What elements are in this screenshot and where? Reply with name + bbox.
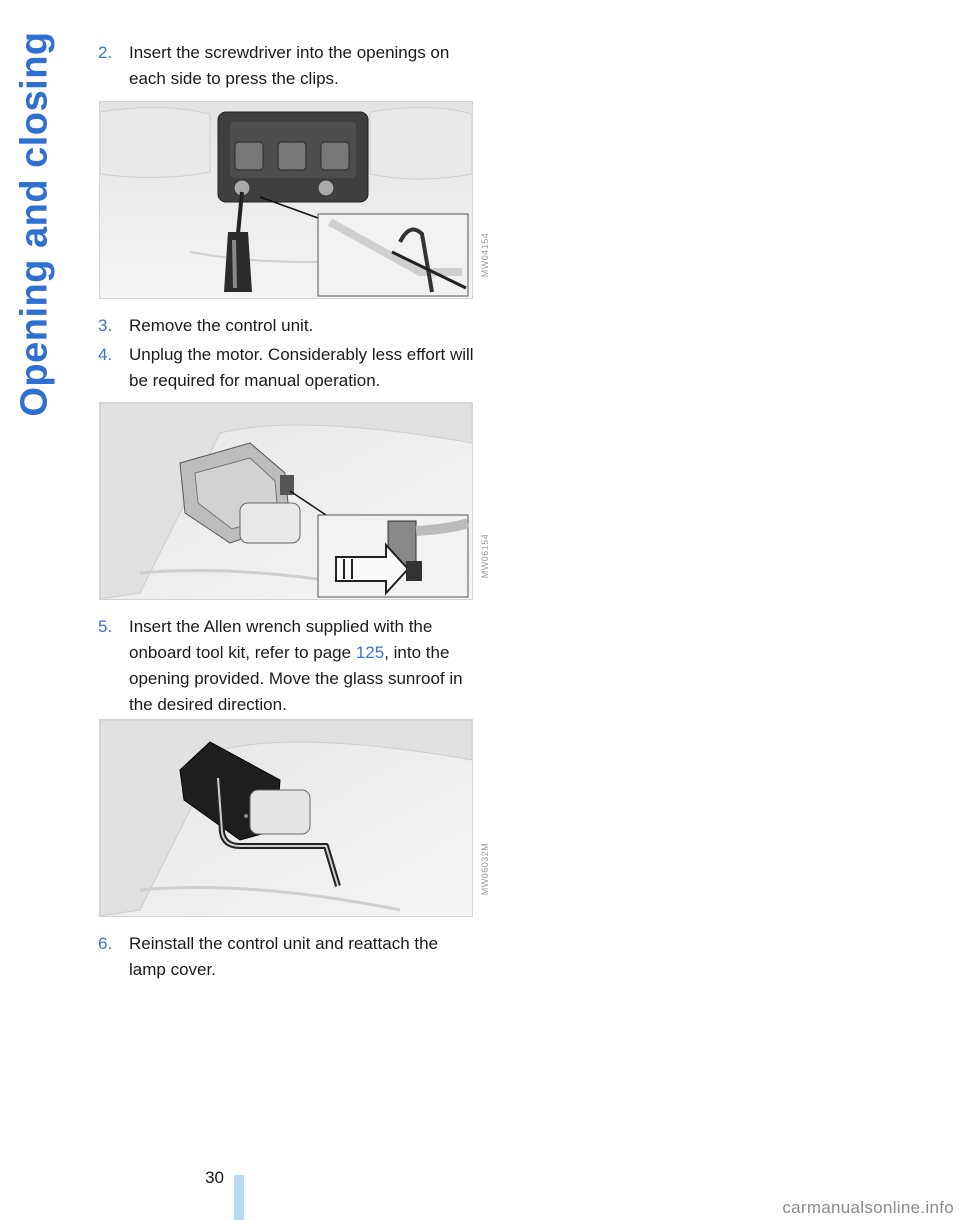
- section-title-text: Opening and closing: [13, 31, 56, 417]
- page-number: 30: [205, 1168, 224, 1187]
- figure-code: MW06154: [480, 533, 490, 579]
- step-text: Remove the control unit.: [129, 316, 314, 335]
- allen-wrench-illustration: [100, 720, 472, 916]
- step-text: Insert the Allen wrench supplied with the onboard tool kit, refer to page 125, into the opening provided. Move the glass sunroof in the desired direction.: [129, 617, 463, 714]
- step-number: 2.: [98, 43, 113, 62]
- page-reference-link[interactable]: 125: [355, 643, 385, 662]
- figure-code: MW06032M: [480, 842, 490, 896]
- figure-screwdriver: [99, 101, 490, 299]
- watermark: carmanualsonline.info: [782, 1198, 954, 1217]
- step-text: Unplug the motor. Considerably less effort will be required for manual operation.: [129, 345, 474, 390]
- step-text: Insert the screwdriver into the openings on each side to press the clips.: [129, 43, 450, 88]
- screwdriver-illustration: [100, 102, 472, 298]
- page-marker-bar: [234, 1175, 244, 1220]
- step-number: 5.: [98, 617, 113, 636]
- step-5: [98, 614, 478, 718]
- step-3: [98, 313, 478, 339]
- step-2: [98, 40, 478, 92]
- step-number: 4.: [98, 345, 113, 364]
- step-6: [98, 931, 478, 983]
- figure-allen-wrench: [99, 719, 490, 917]
- step-number: 3.: [98, 316, 113, 335]
- section-title: [0, 31, 75, 417]
- step-text: Reinstall the control unit and reattach the lamp cover.: [129, 934, 439, 979]
- step-4: [98, 342, 478, 394]
- step-number: 6.: [98, 934, 113, 953]
- figure-code: MW04154: [480, 232, 490, 278]
- motor-illustration: [100, 403, 472, 599]
- figure-unplug-motor: [99, 402, 490, 600]
